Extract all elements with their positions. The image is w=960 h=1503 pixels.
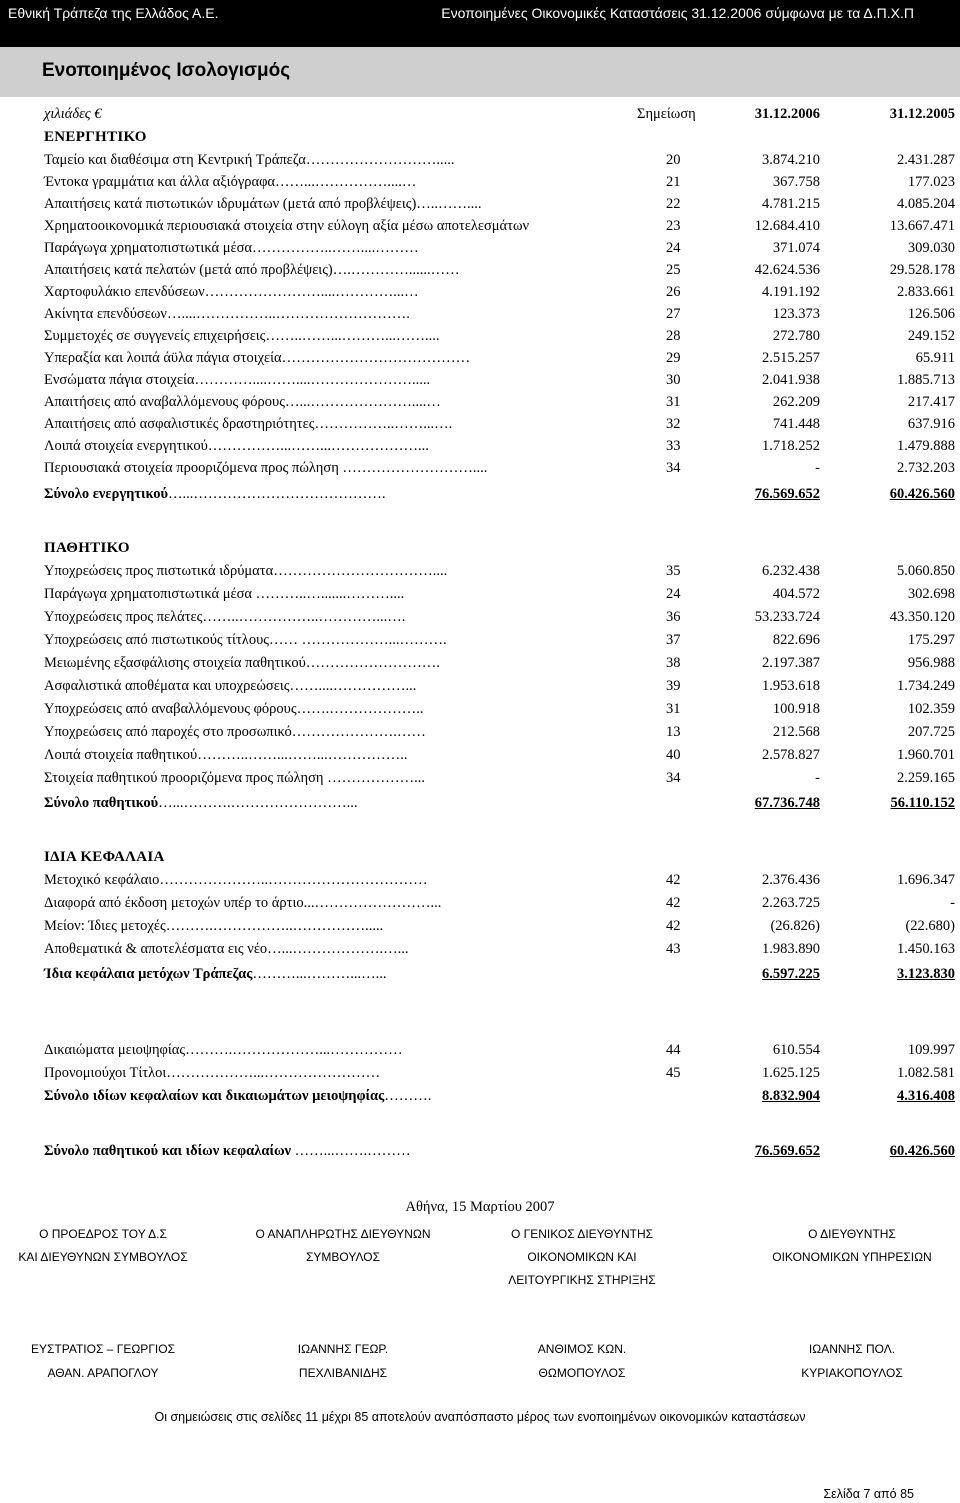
leader-dots: …… ………………...………. xyxy=(269,632,447,648)
row-note: 31 xyxy=(666,394,681,410)
leader-dots: …...……………….…... xyxy=(267,941,409,957)
leader-dots: ………..……...……...…………….. xyxy=(197,747,408,763)
row-value-2005: 1.696.347 xyxy=(897,872,955,888)
row-value-2006: 741.448 xyxy=(772,416,820,432)
row-label: Λοιπά στοιχεία παθητικού xyxy=(44,747,198,763)
table-row xyxy=(0,918,960,940)
row-label: Ασφαλιστικά αποθέματα και υποχρεώσεις xyxy=(44,678,290,694)
row-label: Ταμείο και διαθέσιμα στη Κεντρική Τράπεζα xyxy=(44,152,306,168)
row-value-2006: - xyxy=(815,770,820,786)
row-value-2006: 76.569.652 xyxy=(754,1143,820,1159)
row-value-2005: 207.725 xyxy=(907,724,955,740)
leader-dots: ….…………......…… xyxy=(332,262,460,278)
row-note: 34 xyxy=(666,460,681,476)
row-note: 42 xyxy=(666,895,681,911)
row-label: Χαρτοφυλάκιο επενδύσεων xyxy=(44,284,205,300)
row-value-2005: 217.417 xyxy=(907,394,955,410)
row-note: 26 xyxy=(666,284,681,300)
row-label: Ίδια κεφάλαια μετόχων Τράπεζας xyxy=(44,966,253,982)
table-row xyxy=(0,218,960,240)
row-label: Απαιτήσεις από ασφαλιστικές δραστηριότητες xyxy=(44,416,315,432)
row-value-2005: 29.528.178 xyxy=(889,262,955,278)
leader-dots: ………. xyxy=(384,1088,432,1104)
row-value-2006: 123.373 xyxy=(772,306,820,322)
table-row xyxy=(0,306,960,328)
signatory-name: ΚΥΡΙΑΚΟΠΟΥΛΟΣ xyxy=(801,1366,903,1380)
row-value-2006: 2.578.827 xyxy=(762,747,820,763)
leader-dots: ………………………. xyxy=(305,655,440,671)
column-headers xyxy=(0,106,960,128)
row-label: Διαφορά από έκδοση μετοχών υπέρ το άρτιο xyxy=(44,895,304,911)
row-value-2005: 2.259.165 xyxy=(897,770,955,786)
table-row xyxy=(0,770,960,792)
date-line: Αθήνα, 15 Μαρτίου 2007 xyxy=(405,1199,555,1215)
row-note: 23 xyxy=(666,218,681,234)
table-row xyxy=(0,174,960,196)
row-value-2006: 272.780 xyxy=(772,328,820,344)
total-equity-with-minority-row xyxy=(0,1088,960,1110)
row-note: 21 xyxy=(666,174,681,190)
row-note: 45 xyxy=(666,1065,681,1081)
row-label: Απαιτήσεις από αναβαλλόμενους φόρους xyxy=(44,394,285,410)
signatory-title: Ο ΑΝΑΠΛΗΡΩΤΗΣ ΔΙΕΥΘΥΝΩΝ xyxy=(255,1227,431,1241)
row-note: 20 xyxy=(666,152,681,168)
row-value-2006: 2.515.257 xyxy=(762,350,820,366)
row-label: Σύνολο ιδίων κεφαλαίων και δικαιωμάτων μειοψηφίας xyxy=(44,1088,385,1104)
row-value-2005: 1.450.163 xyxy=(897,941,955,957)
row-value-2006: 212.568 xyxy=(772,724,820,740)
row-note: 44 xyxy=(666,1042,681,1058)
row-note: 42 xyxy=(666,872,681,888)
table-row xyxy=(0,563,960,585)
row-note: 36 xyxy=(666,609,681,625)
row-value-2005: (22.680) xyxy=(905,918,955,934)
leader-dots: ………………………………… xyxy=(281,350,471,366)
leader-dots: ……..……...………...…….... xyxy=(265,328,440,344)
row-note: 42 xyxy=(666,918,681,934)
table-row xyxy=(0,1042,960,1064)
row-value-2005: 60.426.560 xyxy=(889,1143,955,1159)
row-value-2006: 2.041.938 xyxy=(762,372,820,388)
row-value-2006: 2.263.725 xyxy=(762,895,820,911)
leader-dots: …………....……....…………………..... xyxy=(194,372,431,388)
row-label: Υποχρεώσεις από πιστωτικούς τίτλους xyxy=(44,632,269,648)
table-row xyxy=(0,586,960,608)
row-label: Σύνολο παθητικού xyxy=(44,795,159,811)
row-value-2006: - xyxy=(815,460,820,476)
row-label: Υπεραξία και λοιπά άϋλα πάγια στοιχεία xyxy=(44,350,282,366)
leader-dots: ……………...……...………………... xyxy=(207,438,429,454)
header-report-title: Ενοποιημένες Οικονομικές Καταστάσεις 31.12.2006 σύμφωνα με τα Δ.Π.Χ.Π xyxy=(441,5,914,21)
leader-dots: …………………………….... xyxy=(273,563,448,579)
row-label: Σύνολο ενεργητικού xyxy=(44,486,168,502)
signatory-title: Ο ΠΡΟΕΔΡΟΣ ΤΟΥ Δ.Σ xyxy=(39,1227,167,1241)
row-value-2005: 2.833.661 xyxy=(897,284,955,300)
signatory-title: ΚΑΙ ΔΙΕΥΘΥΝΩΝ ΣΥΜΒΟΥΛΟΣ xyxy=(18,1250,188,1264)
row-value-2006: 6.232.438 xyxy=(762,563,820,579)
table-row xyxy=(0,460,960,482)
note-column-header: Σημείωση xyxy=(637,106,696,122)
row-label: Σύνολο παθητικού και ιδίων κεφαλαίων xyxy=(44,1143,292,1159)
signatory-name: ΑΘΑΝ. ΑΡΑΠΟΓΛΟΥ xyxy=(47,1366,159,1380)
row-label: Παράγωγα χρηματοπιστωτικά μέσα xyxy=(44,586,252,602)
row-value-2005: 249.152 xyxy=(907,328,955,344)
signatory-title: Ο ΔΙΕΥΘΥΝΤΗΣ xyxy=(808,1227,896,1241)
row-label: Προνομιούχοι Τίτλοι xyxy=(44,1065,167,1081)
year-2006-header: 31.12.2006 xyxy=(754,106,820,122)
row-note: 43 xyxy=(666,941,681,957)
row-value-2005: 1.479.888 xyxy=(897,438,955,454)
row-value-2005: 56.110.152 xyxy=(890,795,955,811)
row-label: Ακίνητα επενδύσεων xyxy=(44,306,167,322)
row-value-2006: 6.597.225 xyxy=(762,966,820,982)
row-note: 37 xyxy=(666,632,681,648)
page-header xyxy=(0,0,960,47)
table-row xyxy=(0,655,960,677)
table-row xyxy=(0,372,960,394)
leader-dots: …...……….……………………... xyxy=(158,795,358,811)
leader-dots: …..…….... xyxy=(416,196,482,212)
row-note: 30 xyxy=(666,372,681,388)
leader-dots: ……………………....…………...… xyxy=(204,284,419,300)
row-value-2006: 53.233.724 xyxy=(754,609,820,625)
leader-dots: …….……………….. xyxy=(296,701,424,717)
row-value-2006: 2.376.436 xyxy=(762,872,820,888)
row-value-2005: 302.698 xyxy=(907,586,955,602)
row-note: 29 xyxy=(666,350,681,366)
row-note: 24 xyxy=(666,240,681,256)
row-value-2006: 1.718.252 xyxy=(762,438,820,454)
signatory-title: Ο ΓΕΝΙΚΟΣ ΔΙΕΥΘΥΝΤΗΣ xyxy=(510,1227,654,1241)
row-value-2006: 4.191.192 xyxy=(762,284,820,300)
signatory-name: ΘΩΜΟΠΟΥΛΟΣ xyxy=(538,1366,626,1380)
row-label: Μετοχικό κεφάλαιο xyxy=(44,872,160,888)
row-value-2005: 43.350.120 xyxy=(889,609,955,625)
signatory-name: ΙΩΑΝΝΗΣ ΠΟΛ. xyxy=(808,1342,896,1356)
unit-label: χιλιάδες € xyxy=(44,106,102,122)
leader-dots: …...…………………....… xyxy=(284,394,441,410)
row-label: Στοιχεία παθητικού προοριζόμενα προς πώληση xyxy=(44,770,324,786)
table-row xyxy=(0,747,960,769)
row-value-2005: 1.082.581 xyxy=(897,1065,955,1081)
row-value-2005: 1.960.701 xyxy=(897,747,955,763)
row-note: 40 xyxy=(666,747,681,763)
leader-dots: ………………...…………………… xyxy=(166,1065,381,1081)
row-label: Έντοκα γραμμάτια και άλλα αξιόγραφα xyxy=(44,174,276,190)
row-value-2006: (26.826) xyxy=(770,918,820,934)
total-liabilities-row xyxy=(0,795,960,817)
header-bank-name: Εθνική Τράπεζα της Ελλάδος Α.Ε. xyxy=(8,5,219,21)
row-note: 25 xyxy=(666,262,681,278)
row-value-2005: 1.734.249 xyxy=(897,678,955,694)
signatory-name: ΙΩΑΝΝΗΣ ΓΕΩΡ. xyxy=(297,1342,389,1356)
leader-dots: ……..……………..…………...…. xyxy=(202,609,406,625)
row-value-2006: 67.736.748 xyxy=(754,795,820,811)
leader-dots: ………..….......……….... xyxy=(252,586,405,602)
row-value-2006: 1.625.125 xyxy=(762,1065,820,1081)
row-value-2005: 4.316.408 xyxy=(897,1088,955,1104)
liabilities-heading: ΠΑΘΗΤΙΚΟ xyxy=(44,540,130,556)
total-shareholders-equity-row xyxy=(0,966,960,988)
row-label: Μειωμένης εξασφάλισης στοιχεία παθητικού xyxy=(44,655,306,671)
leader-dots: …....……………..………………………. xyxy=(166,306,410,322)
signatory-title: ΛΕΙΤΟΥΡΓΙΚΗΣ ΣΤΗΡΙΞΗΣ xyxy=(508,1273,656,1287)
signatory-name: ΠΕΧΛΙΒΑΝΙΔΗΣ xyxy=(298,1366,388,1380)
table-row xyxy=(0,394,960,416)
table-row xyxy=(0,701,960,723)
row-label: Λοιπά στοιχεία ενεργητικού xyxy=(44,438,208,454)
leader-dots: ……….……………..……………..... xyxy=(165,918,384,934)
leader-dots: …………………..…………………………… xyxy=(159,872,428,888)
row-value-2005: 109.997 xyxy=(907,1042,955,1058)
table-row xyxy=(0,872,960,894)
row-note: 27 xyxy=(666,306,681,322)
table-row xyxy=(0,609,960,631)
table-row xyxy=(0,941,960,963)
row-value-2005: 309.030 xyxy=(907,240,955,256)
row-value-2005: 637.916 xyxy=(907,416,955,432)
row-note: 32 xyxy=(666,416,681,432)
table-row xyxy=(0,724,960,746)
leader-dots: …...…………………………………. xyxy=(167,486,386,502)
row-value-2005: 65.911 xyxy=(915,350,955,366)
row-label: Απαιτήσεις κατά πιστωτικών ιδρυμάτων (μετά από προβλέψεις) xyxy=(44,196,417,212)
row-note: 38 xyxy=(666,655,681,671)
row-value-2006: 822.696 xyxy=(772,632,820,648)
leader-dots: ……………………….... xyxy=(338,460,488,476)
table-row xyxy=(0,895,960,917)
row-note: 13 xyxy=(666,724,681,740)
table-row xyxy=(0,416,960,438)
row-label: Χρηματοοικονομικά περιουσιακά στοιχεία στην εύλογη αξία μέσω αποτελεσμάτων xyxy=(44,218,530,234)
leader-dots: ………………... xyxy=(323,770,426,786)
row-label: Υποχρεώσεις προς πελάτες xyxy=(44,609,203,625)
row-value-2006: 1.983.890 xyxy=(762,941,820,957)
leader-dots: ………………………..... xyxy=(305,152,455,168)
leader-dots: ………...………...…... xyxy=(252,966,387,982)
row-label: Συμμετοχές σε συγγενείς επιχειρήσεις xyxy=(44,328,266,344)
row-label: Δικαιώματα μειοψηφίας xyxy=(44,1042,186,1058)
row-note: 33 xyxy=(666,438,681,454)
row-value-2005: 4.085.204 xyxy=(897,196,955,212)
row-note: 24 xyxy=(666,586,681,602)
row-note: 34 xyxy=(666,770,681,786)
table-row xyxy=(0,240,960,262)
row-value-2006: 100.918 xyxy=(772,701,820,717)
row-value-2006: 4.781.215 xyxy=(762,196,820,212)
signatory-title: ΣΥΜΒΟΥΛΟΣ xyxy=(306,1250,380,1264)
leader-dots: ……...……………....… xyxy=(275,174,417,190)
grand-total-row xyxy=(0,1143,960,1165)
row-label: Μείον: Ίδιες μετοχές xyxy=(44,918,166,934)
row-value-2006: 367.758 xyxy=(772,174,820,190)
table-row xyxy=(0,438,960,460)
table-row xyxy=(0,678,960,700)
row-value-2006: 1.953.618 xyxy=(762,678,820,694)
row-value-2005: 13.667.471 xyxy=(889,218,955,234)
row-value-2006: 8.832.904 xyxy=(762,1088,820,1104)
row-value-2005: 60.426.560 xyxy=(889,486,955,502)
row-note: 35 xyxy=(666,563,681,579)
page-number: Σελίδα 7 από 85 xyxy=(823,1487,914,1501)
row-value-2005: 2.431.287 xyxy=(897,152,955,168)
table-row xyxy=(0,1065,960,1087)
row-note: 28 xyxy=(666,328,681,344)
table-row xyxy=(0,284,960,306)
signatory-name: ΕΥΣΤΡΑΤΙΟΣ – ΓΕΩΡΓΙΟΣ xyxy=(30,1342,176,1356)
leader-dots: ...……………………... xyxy=(303,895,442,911)
row-note: 39 xyxy=(666,678,681,694)
row-note: 22 xyxy=(666,196,681,212)
row-label: Υποχρεώσεις προς πιστωτικά ιδρύματα xyxy=(44,563,274,579)
row-value-2005: 1.885.713 xyxy=(897,372,955,388)
row-value-2005: 2.732.203 xyxy=(897,460,955,476)
row-label: Αποθεματικά & αποτελέσματα εις νέο xyxy=(44,941,268,957)
table-row xyxy=(0,152,960,174)
table-row xyxy=(0,262,960,284)
row-value-2005: 177.023 xyxy=(907,174,955,190)
year-2005-header: 31.12.2005 xyxy=(889,106,955,122)
row-value-2005: 126.506 xyxy=(907,306,955,322)
leader-dots: ……………..……...…. xyxy=(314,416,453,432)
leader-dots: ……………..……....……… xyxy=(252,240,419,256)
row-label: Περιουσιακά στοιχεία προοριζόμενα προς πώληση xyxy=(44,460,339,476)
row-value-2006: 2.197.387 xyxy=(762,655,820,671)
signatory-title: ΟΙΚΟΝΟΜΙΚΩΝ ΥΠΗΡΕΣΙΩΝ xyxy=(772,1250,932,1264)
row-value-2005: 102.359 xyxy=(907,701,955,717)
table-row xyxy=(0,350,960,372)
leader-dots: ……...…….……… xyxy=(291,1143,411,1159)
row-label: Απαιτήσεις κατά πελατών (μετά από προβλέψεις) xyxy=(44,262,333,278)
signatory-name: ΑΝΘΙΜΟΣ ΚΩΝ. xyxy=(537,1342,627,1356)
row-note: 31 xyxy=(666,701,681,717)
row-value-2006: 42.624.536 xyxy=(754,262,820,278)
row-value-2006: 371.074 xyxy=(772,240,820,256)
row-label: Υποχρεώσεις από αναβαλλόμενους φόρους xyxy=(44,701,297,717)
footnote: Οι σημειώσεις στις σελίδες 11 μέχρι 85 αποτελούν αναπόσπαστο μέρος των ενοποιημένων οικονομικών καταστάσεων xyxy=(154,1410,806,1424)
row-value-2006: 3.874.210 xyxy=(762,152,820,168)
row-label: Ενσώματα πάγια στοιχεία xyxy=(44,372,195,388)
row-value-2006: 404.572 xyxy=(772,586,820,602)
table-row xyxy=(0,196,960,218)
leader-dots: ………………….…… xyxy=(291,724,426,740)
signatory-title: ΟΙΚΟΝΟΜΙΚΩΝ ΚΑΙ xyxy=(527,1250,637,1264)
row-label: Υποχρεώσεις από παροχές στο προσωπικό xyxy=(44,724,292,740)
equity-heading: ΙΔΙΑ ΚΕΦΑΛΑΙΑ xyxy=(44,849,165,865)
page-title: Ενοποιημένος Ισολογισμός xyxy=(42,60,291,81)
row-value-2005: - xyxy=(950,895,955,911)
row-value-2006: 12.684.410 xyxy=(754,218,820,234)
row-value-2006: 262.209 xyxy=(772,394,820,410)
table-row xyxy=(0,328,960,350)
assets-heading: ΕΝΕΡΓΗΤΙΚΟ xyxy=(44,129,147,145)
row-value-2005: 956.988 xyxy=(907,655,955,671)
table-row xyxy=(0,632,960,654)
row-label: Παράγωγα χρηματοπιστωτικά μέσα xyxy=(44,240,252,256)
title-bar xyxy=(0,47,960,97)
leader-dots: ……….………………...…………… xyxy=(185,1042,403,1058)
leader-dots: ……....……………... xyxy=(289,678,417,694)
row-value-2005: 3.123.830 xyxy=(897,966,955,982)
row-value-2005: 175.297 xyxy=(907,632,955,648)
row-value-2005: 5.060.850 xyxy=(897,563,955,579)
total-assets-row xyxy=(0,486,960,508)
row-value-2006: 610.554 xyxy=(772,1042,820,1058)
row-value-2006: 76.569.652 xyxy=(754,486,820,502)
